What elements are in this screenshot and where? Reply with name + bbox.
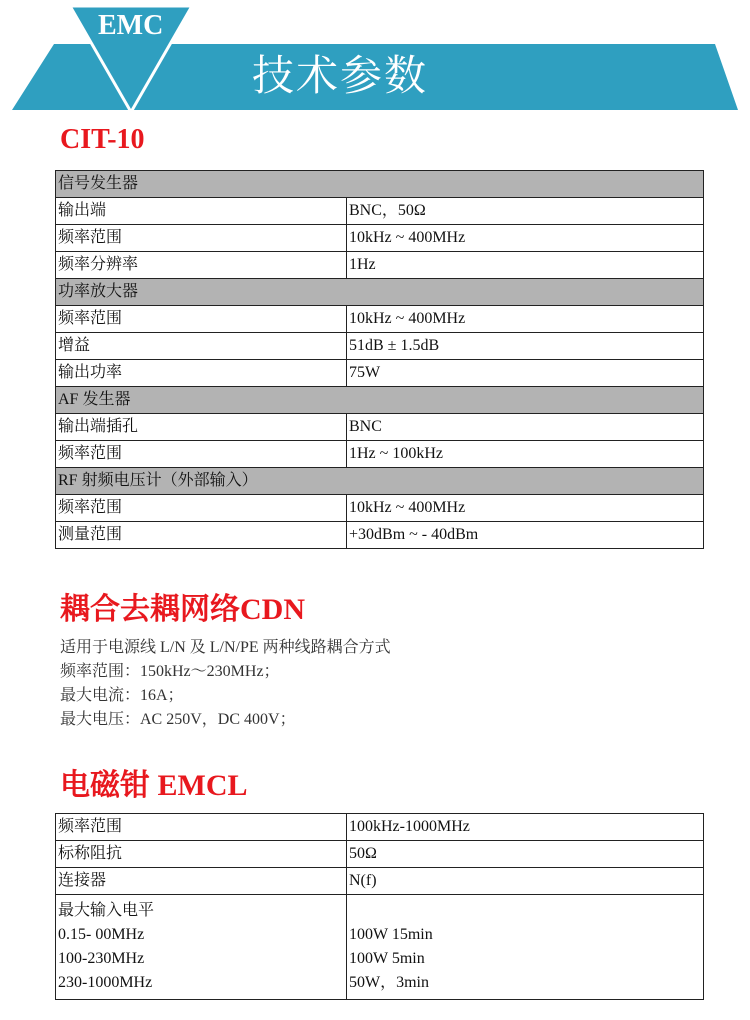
param-value: N(f) xyxy=(347,868,704,895)
cit10-title: CIT-10 xyxy=(60,124,145,155)
table-row xyxy=(56,360,704,387)
group-header-row xyxy=(56,468,704,495)
param-value: +30dBm ~ ‐ 40dBm xyxy=(347,522,704,549)
cdn-line: 频率范围：150kHz～230MHz； xyxy=(60,663,280,680)
group-header-row xyxy=(56,171,704,198)
param-label: 输出端插孔 xyxy=(56,414,347,441)
max-input-value: 100W 15min xyxy=(349,926,433,943)
header-banner xyxy=(0,0,750,120)
max-input-value-cell xyxy=(347,895,704,1000)
table-row xyxy=(56,198,704,225)
emcl-spec-table xyxy=(55,813,704,1000)
param-value: 10kHz ~ 400MHz xyxy=(347,495,704,522)
param-label: 标称阻抗 xyxy=(56,841,347,868)
table-row xyxy=(56,252,704,279)
table-row xyxy=(56,441,704,468)
group-header: AF 发生器 xyxy=(56,387,704,414)
param-value: 75W xyxy=(347,360,704,387)
cdn-line: 最大电流：16A； xyxy=(60,687,184,704)
param-label: 输出功率 xyxy=(56,360,347,387)
table-row xyxy=(56,306,704,333)
group-header: 功率放大器 xyxy=(56,279,704,306)
group-header: 信号发生器 xyxy=(56,171,704,198)
param-label: 频率范围 xyxy=(56,495,347,522)
max-input-label: 最大输入电平 xyxy=(58,902,155,919)
cdn-spec-lines xyxy=(60,636,391,732)
param-label: 频率范围 xyxy=(56,225,347,252)
param-value: BNC xyxy=(347,414,704,441)
param-label: 频率范围 xyxy=(56,306,347,333)
table-row xyxy=(56,225,704,252)
group-header-row xyxy=(56,279,704,306)
cdn-title: 耦合去耦网络CDN xyxy=(60,593,305,626)
param-label: 输出端 xyxy=(56,198,347,225)
param-label: 连接器 xyxy=(56,868,347,895)
table-row xyxy=(56,495,704,522)
max-input-range: 230-1000MHz xyxy=(58,974,153,991)
param-label: 测量范围 xyxy=(56,522,347,549)
param-label: 频率分辨率 xyxy=(56,252,347,279)
max-input-range: 100-230MHz xyxy=(58,950,145,967)
param-value: 10kHz ~ 400MHz xyxy=(347,306,704,333)
table-row xyxy=(56,868,704,895)
param-value: 51dB ± 1.5dB xyxy=(347,333,704,360)
max-input-range: 0.15- 00MHz xyxy=(58,926,145,943)
table-row xyxy=(56,841,704,868)
table-row xyxy=(56,333,704,360)
group-header: RF 射频电压计（外部输入） xyxy=(56,468,704,495)
param-value: 100kHz-1000MHz xyxy=(347,814,704,841)
brand-logo-text: EMC xyxy=(98,10,164,41)
param-value: 1Hz xyxy=(347,252,704,279)
cit10-spec-table xyxy=(55,170,704,549)
max-input-value: 100W 5min xyxy=(349,950,425,967)
table-row-max-input xyxy=(56,895,704,1000)
cdn-line: 适用于电源线 L/N 及 L/N/PE 两种线路耦合方式 xyxy=(60,639,391,656)
param-value: 1Hz ~ 100kHz xyxy=(347,441,704,468)
param-label: 增益 xyxy=(56,333,347,360)
param-label: 频率范围 xyxy=(56,814,347,841)
max-input-spacer xyxy=(349,899,703,923)
max-input-value: 50W，3min xyxy=(349,974,429,991)
emcl-title: 电磁钳 EMCL xyxy=(60,769,248,802)
table-row xyxy=(56,414,704,441)
max-input-label-cell xyxy=(56,895,347,1000)
cdn-line: 最大电压：AC 250V，DC 400V； xyxy=(60,711,296,728)
param-label: 频率范围 xyxy=(56,441,347,468)
param-value: BNC，50Ω xyxy=(347,198,704,225)
param-value: 50Ω xyxy=(347,841,704,868)
group-header-row xyxy=(56,387,704,414)
param-value: 10kHz ~ 400MHz xyxy=(347,225,704,252)
table-row xyxy=(56,814,704,841)
page-title: 技术参数 xyxy=(252,51,429,100)
table-row xyxy=(56,522,704,549)
